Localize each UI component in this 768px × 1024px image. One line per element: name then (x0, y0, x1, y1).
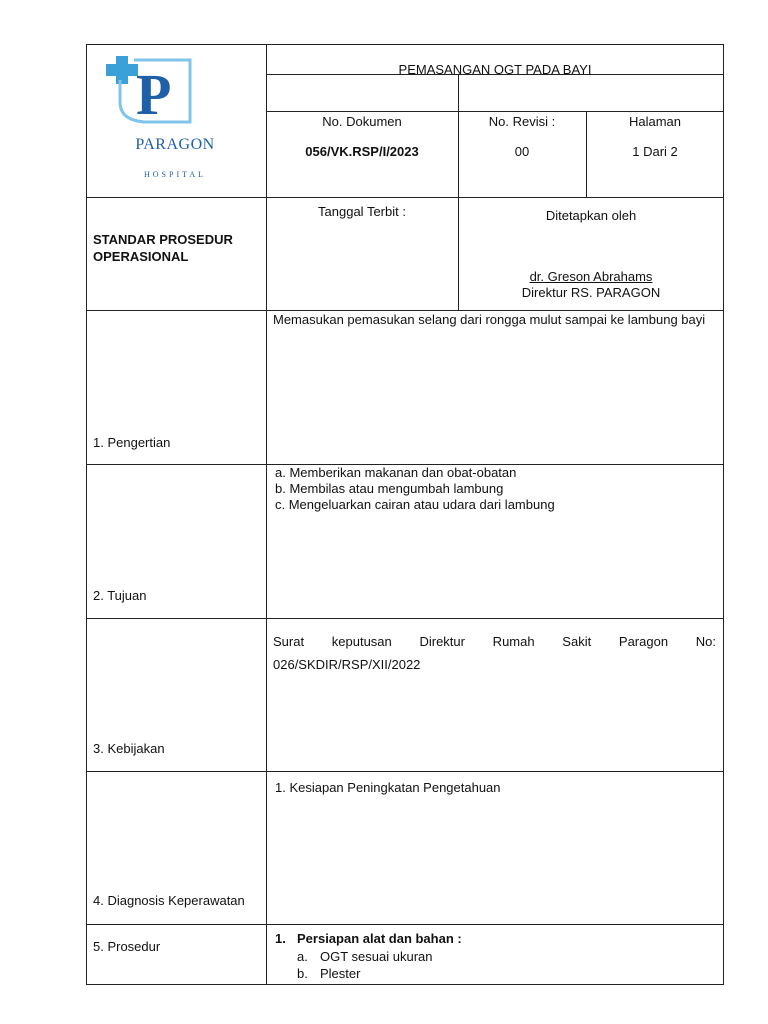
tujuan-list (275, 465, 715, 513)
pengertian-label: 1. Pengertian (93, 435, 171, 450)
diagnosis-text: 1. Kesiapan Peningkatan Pengetahuan (275, 780, 501, 795)
list-item: a. Memberikan makanan dan obat-obatan (275, 465, 517, 480)
no-revisi-value: 00 (514, 144, 530, 159)
no-dokumen-label: No. Dokumen (322, 114, 402, 129)
prosedur-item-marker: a. (297, 949, 308, 964)
spo-label: STANDAR PROSEDUR OPERASIONAL (93, 232, 233, 264)
prosedur-heading (275, 931, 715, 946)
hospital-name: PARAGON (135, 136, 215, 153)
prosedur-heading-text: Persiapan alat dan bahan : (297, 931, 462, 946)
page-title: PEMASANGAN OGT PADA BAYI (398, 62, 592, 77)
prosedur-item (297, 966, 717, 981)
prosedur-item (297, 949, 717, 964)
logo-emblem-icon (100, 50, 250, 130)
pengertian-text: Memasukan pemasukan selang dari rongga mulut sampai ke lambung bayi (273, 312, 706, 327)
prosedur-item-text: OGT sesuai ukuran (320, 949, 433, 964)
prosedur-heading-number: 1. (275, 931, 286, 946)
list-item: c. Mengeluarkan cairan atau udara dari lambung (275, 497, 555, 512)
prosedur-label: 5. Prosedur (93, 939, 161, 954)
halaman-value: 1 Dari 2 (632, 144, 678, 159)
director-position: Direktur RS. PARAGON (521, 285, 661, 300)
kebijakan-label: 3. Kebijakan (93, 741, 165, 756)
prosedur-item-marker: b. (297, 966, 308, 981)
svg-text:P: P (136, 62, 172, 127)
ditetapkan-label: Ditetapkan oleh (545, 208, 637, 223)
hospital-subtitle: HOSPITAL (143, 170, 207, 179)
tujuan-label: 2. Tujuan (93, 588, 147, 603)
halaman-label: Halaman (628, 114, 682, 129)
tanggal-terbit-label: Tanggal Terbit : (318, 204, 406, 219)
prosedur-item-text: Plester (320, 966, 361, 981)
diagnosis-label: 4. Diagnosis Keperawatan (93, 893, 245, 908)
kebijakan-line2: 026/SKDIR/RSP/XII/2022 (273, 657, 421, 672)
no-dokumen-value: 056/VK.RSP/I/2023 (305, 144, 419, 159)
no-revisi-label: No. Revisi : (488, 114, 556, 129)
kebijakan-line1: Surat keputusan Direktur Rumah Sakit Paragon No: (273, 634, 716, 649)
hospital-logo (100, 50, 250, 190)
director-name: dr. Greson Abrahams (529, 269, 653, 284)
list-item: b. Membilas atau mengumbah lambung (275, 481, 504, 496)
